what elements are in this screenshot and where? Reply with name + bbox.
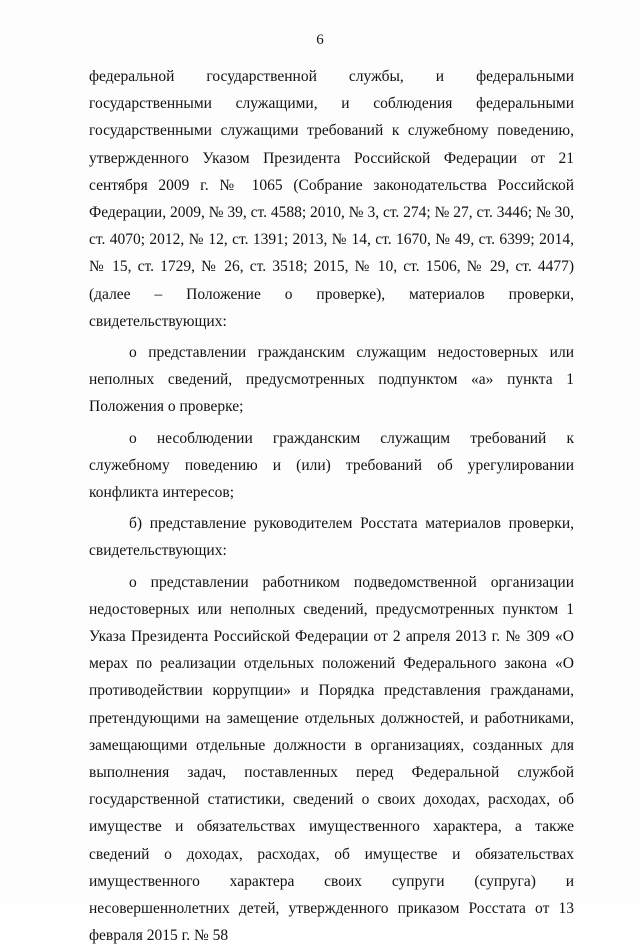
paragraph-3: о несоблюдении гражданским служащим требований к служебному поведению и (или) требований об урегулировании конфликта интересов; — [89, 429, 574, 502]
paragraph-2: о представлении гражданским служащим недостоверных или неполных сведений, предусмотренных подпунктом «а» пункта 1 Положения о проверке; — [89, 344, 574, 416]
paragraph-5: о представлении работником подведомственной организации недостоверных или неполных сведений, предусмотренных пунктом 1 Указа Президента Российской Федерации от 2 апреля 2013 г. № 309 «О мерах по реализации отдельных положений Федерального закона «О противодействии коррупции» и Порядка представления гражданами, претендующими на замещение отдельных должностей, и работниками, замещающими отдельные должности в организациях, созданных для выполнения задач, поставленных перед Федеральной службой государственной статистики, сведений о своих доходах, расходах, об имуществе и обязательствах имущественного характера, а также сведений о доходах, расходах, об имуществе и обязательствах имущественного характера своих супруги (супруга) и несовершеннолетних детей, утвержденного приказом Росстата от 13 февраля 2015 г. № 58 — [89, 573, 574, 945]
paragraph-4: б) представление руководителем Росстата материалов проверки, свидетельствующих: — [89, 515, 574, 560]
paragraph-1: федеральной государственной службы, и федеральными государственными служащими, и соблюдения федеральными государственными служащими требований к служебному поведению, утвержденного Указом Президента Российской Федерации от 21 сентября 2009 г. № 1065 (Собрание законодательства Российской Федерации, 2009, № 39, ст. 4588; 2010, № 3, ст. 274; № 27, ст. 3446; № 30, ст. 4070; 2012, № 12, ст. 1391; 2013, № 14, ст. 1670, № 49, ст. 6399; 2014, № 15, ст. 1729, № 26, ст. 3518; 2015, № 10, ст. 1506, № 29, ст. 4477) (далее – Положение о проверке), материалов проверки, свидетельствующих: — [89, 68, 574, 330]
page-number: 6 — [316, 32, 324, 48]
document-body — [89, 63, 574, 950]
